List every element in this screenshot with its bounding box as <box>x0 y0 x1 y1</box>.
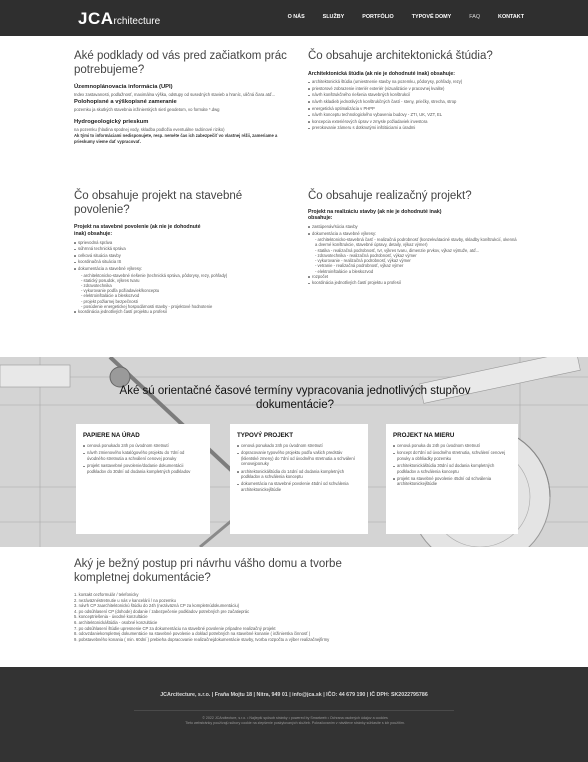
card-list <box>83 443 203 474</box>
item-text: pozemku ja skutkých stavebnia inžinierských sietí geodetom, vo formáte *.dwg <box>74 106 220 112</box>
section-stavebne-povolenie <box>74 190 296 316</box>
postup-list <box>74 592 514 642</box>
section-realizacny-projekt <box>308 190 518 287</box>
list-item: architektonická štúdia (umiestnenie stavby na pozemku, pôdorysy, pohľady, rezy) <box>308 79 518 86</box>
realizacny-list <box>308 224 518 287</box>
list-item-text: dokumentácia a stavebné výkresy: <box>78 265 143 271</box>
card-item: cenová ponukado 24h po úvodnom stretnutí <box>83 443 203 448</box>
card-title: TYPOVÝ PROJEKT <box>237 432 294 439</box>
timeline-title: Aké sú orientačné časové termíny vypracovania jednotlivých stupňov dokumentácie? <box>119 385 471 411</box>
section-title: Čo obsahuje realizačný projekt? <box>308 190 472 202</box>
step-item: 1. kontakt cezformulár / telefonicky <box>74 592 139 597</box>
list-item: koncepcia exteriérových úprav v zmysle požiadaviek investora <box>308 119 518 126</box>
list-item-text: koordinácia jednotlivých častí projektu a profesií <box>78 308 167 314</box>
step-item: 7. po odsúhlasení štúdie upresnenie CP za dokumentáciu na stavebné povolenie prípadne realizačný projekt <box>74 625 276 631</box>
nav-sluzby[interactable]: SLUŽBY <box>322 14 345 20</box>
note-text: Ak tými to informáciami nedisponujete, resp. neméte čas ich zabezpečiť vo vlastnej réžii, zameriame a prieskumy vieme dať vypracovať. <box>74 133 278 144</box>
section-subtitle: Projekt na realizáciu stavby (ak nie je dohodnuté inak) obsahuje: <box>308 208 442 222</box>
nav-portfolio[interactable]: PORTFÓLIO <box>362 14 394 20</box>
section-title: Čo obsahuje projekt na stavebné povolenie? <box>74 190 243 216</box>
list-item <box>308 280 518 287</box>
sub-item: - vykurovanie - realizačná podrobnosť, výkaz výmer <box>315 258 411 264</box>
card-item: cenová ponuka do 24h po úvodnom stretnutí <box>393 443 511 448</box>
section-studia <box>308 50 518 132</box>
item-heading: Polohopisné a výškopisné zameranie <box>74 99 177 106</box>
sub-item: - statický posudok, výkres tvaru <box>81 277 140 283</box>
footer-legal <box>130 716 460 726</box>
sub-item: - elektroinštalácie a bleskozvod <box>81 293 140 299</box>
sub-item: - vetranie - realizačná podrobnosť, výkaz výmer <box>315 263 404 269</box>
nav-typove-domy[interactable]: TYPOVÉ DOMY <box>411 14 452 20</box>
list-item <box>74 246 296 253</box>
card-item: projekt nastavebné povolenie/dodanie dokumentácii podkladov do 30dní od dodania kompletných podkladov <box>83 463 203 474</box>
list-item-text: celková situácia stavby <box>78 252 121 258</box>
card-typovy-projekt <box>230 424 368 534</box>
list-item <box>74 266 296 309</box>
card-item: návrh zmienového katalógového projektu do 7dní od úvodného stretnutia a schválení cenovej ponuky <box>83 450 203 461</box>
list-item: návrh konceptu technologického vybavenia budovy - ZTI, UK, VZT, EL <box>308 112 518 119</box>
list-item: energetická optimalizácia v PHPP <box>308 106 518 113</box>
nav-o-nas[interactable]: O NÁS <box>287 14 305 20</box>
list-item <box>308 224 518 231</box>
main-nav <box>270 14 524 20</box>
list-item: priestorové zobrazenie interiér exteriér (vizualizácie v pracovnej kvalite) <box>308 86 518 93</box>
povolenie-list <box>74 240 296 316</box>
step-item: 3. návrh CP zaarchitektonickú štúdiu do 24h (nezáväzná CP za kompletnúdokumentáciu) <box>74 603 240 609</box>
sub-item: - statika - realizačná podrobnosť, tvr, výkres tvaru, dimenzie prvkov, výkaz výstuže, atď... <box>315 247 480 253</box>
footer-divider <box>134 710 454 711</box>
card-list <box>393 443 511 487</box>
studia-list <box>308 79 518 132</box>
step-item: 5. konceptriešenia - úvodné konzultácie <box>74 614 148 620</box>
site-header <box>0 0 588 36</box>
card-item: dopracovanie typového projektu podľa vašich predstáv (klientské zmeny) do 7dní od úvodného stretnutia a schválení cenovejponuky <box>237 450 361 466</box>
item-text: Index zastavanosti, podlažnosť, maximálna výška, odstupy od susedných stavieb a hraníc, uličná čiara atď... <box>74 91 276 97</box>
sub-item: - projekt požiarnej bezpečnosti <box>81 298 138 304</box>
step-item: 4. po odsúhlasení CP (dohode) dodanie / zabezpečenie podkladov potrebných pre začatieprác <box>74 608 250 614</box>
card-item: koncept do7dní od úvodného stretnutia, schválení cenovej ponuky a obhliadky pozemku <box>393 450 511 461</box>
list-item-text: rozpočet <box>312 273 329 279</box>
sub-item: - architektonicko-stavebná časť - realizačná podrobnosť (konzekvátaciné stavby, skladby konštrukcií, okenná a dverné konštrukcie, stavebné úpravy, detaily, výkaz výmer) <box>315 237 517 248</box>
section-podklady <box>74 50 296 144</box>
list-item-text: súhrnná technická správa <box>78 246 126 252</box>
card-list <box>237 443 361 492</box>
list-item-text: zastúpenáv/súcia stavby <box>312 224 358 230</box>
card-item: dokumentácia na stavebné povolenie 45dní od schválenia architektonickejštúdie <box>237 481 361 492</box>
list-item: návrh skladieb jednotlivých konštrukčných častí - steny, priečky, strecha, strop <box>308 99 518 106</box>
item-heading: Územnoplánovacia informácia (UPI) <box>74 84 173 90</box>
section-title: Aké podklady od vás pred začiatkom prác potrebujeme? <box>74 50 287 76</box>
list-item <box>308 231 518 274</box>
step-item: 6. architektonickáštúdia - osobné konzultácie <box>74 619 158 625</box>
logo-mark: JCA <box>78 9 114 28</box>
card-item: architektonickáštúdia do 14dní od dodania kompletných podkladov a schválenia konceptu <box>237 469 361 480</box>
nav-faq[interactable]: FAQ <box>469 14 481 20</box>
list-item <box>74 259 296 266</box>
section-postup <box>74 558 514 642</box>
nav-kontakt[interactable]: KONTAKT <box>498 14 524 20</box>
sub-item: - vykurovanie podľa požiadaviek/konceptu <box>81 288 160 294</box>
list-item-text: sprievodná správa <box>78 239 113 245</box>
list-item <box>74 309 296 316</box>
sub-item: - elektroinštalácie a bleskozvod <box>315 268 374 274</box>
list-item <box>74 253 296 260</box>
item-text: na pozemku (hladina spodnej vody, skladba podložia eventuálne radónové riziko) <box>74 126 225 132</box>
logo[interactable] <box>78 9 160 29</box>
card-papiere-na-urad <box>76 424 210 534</box>
card-item: architektonickáštúdia 30dní od dodania kompletných podkladov a schválenia konceptu <box>393 463 511 474</box>
card-projekt-na-mieru <box>386 424 518 534</box>
sub-item: - zdravotechnika <box>81 282 112 288</box>
site-footer <box>0 667 588 762</box>
section-subtitle: Projekt na stavebné povolenie (ak nie je dohodnuté inak) obsahuje: <box>74 224 201 237</box>
step-item: 9. pobstavebného konania ( min. 60dní ) prebieha dopracovanie realizačnejdokumentácie stavby, tvorba rozpočtu a výber realizačnejfirmy <box>74 636 330 642</box>
item-heading: Hydrogeologický prieskum <box>74 119 149 126</box>
list-item <box>74 240 296 247</box>
list-item <box>308 274 518 281</box>
list-item: návrh konštrukčného riešenia stavebných konštrukcií <box>308 92 518 99</box>
step-item: 2. nezáväznéstretnutie u nás v kancelárii / na pozemku <box>74 597 176 603</box>
footer-legal-links[interactable]: © 2022 JCArcitecture, s.r.o. • Najlepší spôsob stránky • powered by Smartweb • Ochrana osobných údajov a cookies <box>202 716 388 720</box>
list-item: prerokovanie zámeru s dotknutými inštitúciami a úradmi <box>308 125 518 132</box>
card-item: cenová ponukado 24h po úvodnom stretnutí <box>237 443 361 448</box>
card-title: PROJEKT NA MIERU <box>393 432 455 439</box>
list-item-text: koordinačná situácia IS <box>78 259 122 265</box>
list-item-text: dokumentácia a stavebné výkresy: <box>312 230 377 236</box>
logo-text: rchitecture <box>113 16 161 27</box>
list-item-text: koordinácia jednotlivých častí projektu a profesií <box>312 280 401 286</box>
step-item: 8. odovzdaniekompletnej dokumentácie na stavebné povolenie a doklad potrebných na stavebné konanie ( inžinierska činnosť ) <box>74 631 311 637</box>
section-title: Čo obsahuje architektonická štúdia? <box>308 50 493 62</box>
sub-item: - posúdenie energetickej hospodárnosti stavby - projektové hodnotenie <box>81 303 213 309</box>
card-title: PAPIERE NA ÚRAD <box>83 432 140 439</box>
section-title: Aký je bežný postup pri návrhu vášho domu a tvorbe kompletnej dokumentácie? <box>74 558 342 584</box>
card-item: projekt na stavebné povolenie 45dní od schválenia architektonickejštúdie <box>393 476 511 487</box>
sub-item: - architektonicko-stavebné riešenie (technická správa, pôdorysy, rezy, pohľady) <box>81 272 228 278</box>
section-subtitle: Architektonická štúdia (ak nie je dohodnuté inak) obsahuje: <box>308 70 456 77</box>
sub-item: - zdravotechnika - realizačná podrobnosť, výkaz výmer <box>315 252 417 258</box>
footer-cookie-note: Tieto webstránky používajú súbory cookie na zlepšenie poskytovaných služieb. Pokračovaním v návšteve stránky súhlasíte s ich použitím. <box>185 721 405 725</box>
footer-company-info: JCArcitecture, s.r.o. | Fraňa Mojtu 18 | Nitra, 949 01 | info@jca.sk | IČO: 44 679 190 | IČ DPH: SK2022795786 <box>160 692 428 698</box>
